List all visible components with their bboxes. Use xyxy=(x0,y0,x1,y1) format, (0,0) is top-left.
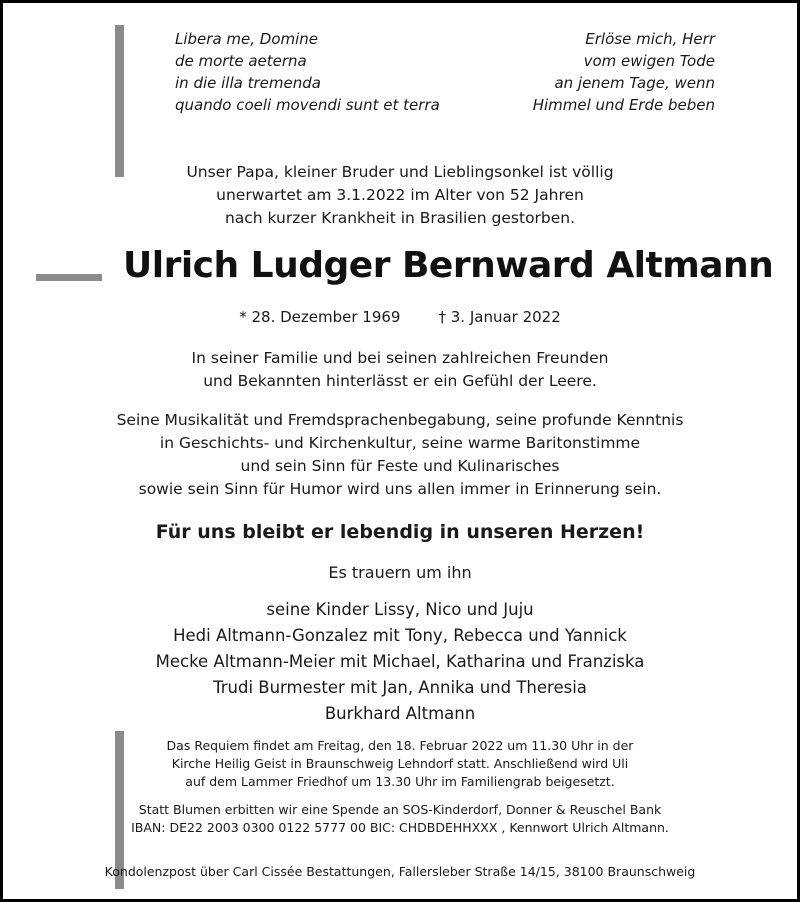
mourner-line: Burkhard Altmann xyxy=(324,704,476,723)
birth-date: * 28. Dezember 1969 xyxy=(239,308,401,326)
german-line: Himmel und Erde beben xyxy=(532,96,715,114)
donation-line: Statt Blumen erbitten wir eine Spende an SOS-Kinderdorf, Donner & Reuschel Bank xyxy=(138,802,662,817)
mourner-line: Mecke Altmann-Meier mit Michael, Katharina und Franziska xyxy=(155,652,645,671)
latin-line: quando coeli movendi sunt et terra xyxy=(175,96,440,114)
mourner-line: Trudi Burmester mit Jan, Annika und Theresia xyxy=(213,678,587,697)
event-line: Kirche Heilig Geist in Braunschweig Lehndorf statt. Anschließend wird Uli xyxy=(171,756,629,771)
mourners-list xyxy=(3,597,797,727)
name-horizontal-bar xyxy=(36,274,102,281)
life-dates xyxy=(3,307,797,327)
mourner-line: Hedi Altmann-Gonzalez mit Tony, Rebecca und Yannick xyxy=(173,626,627,645)
requiem-info xyxy=(3,737,797,791)
intro-line: Unser Papa, kleiner Bruder und Lieblingsonkel ist völlig xyxy=(186,163,614,181)
german-line: vom ewigen Tode xyxy=(583,52,715,70)
german-line: Erlöse mich, Herr xyxy=(585,30,715,48)
paragraph-line: In seiner Familie und bei seinen zahlreichen Freunden xyxy=(191,349,609,367)
german-verse xyxy=(533,28,715,116)
mourner-line: seine Kinder Lissy, Nico und Juju xyxy=(266,600,534,619)
donation-line: IBAN: DE22 2003 0300 0122 5777 00 BIC: CHDBDEHHXXX , Kennwort Ulrich Altmann. xyxy=(131,820,669,835)
top-left-vertical-bar xyxy=(115,25,124,177)
mourning-heading: Es trauern um ihn xyxy=(328,563,472,582)
paragraph-line: sowie sein Sinn für Humor wird uns allen immer in Erinnerung sein. xyxy=(138,480,662,498)
motto: Für uns bleibt er lebendig in unseren Herzen! xyxy=(155,521,645,543)
intro-text xyxy=(3,161,797,230)
death-date: † 3. Januar 2022 xyxy=(438,308,561,326)
paragraph-line: und sein Sinn für Feste und Kulinarisches xyxy=(240,457,560,475)
paragraph-line: und Bekannten hinterlässt er ein Gefühl der Leere. xyxy=(203,372,597,390)
latin-verse xyxy=(175,28,440,116)
event-line: auf dem Lammer Friedhof um 13.30 Uhr im Familiengrab beigesetzt. xyxy=(185,774,615,789)
latin-line: de morte aeterna xyxy=(175,52,307,70)
family-paragraph xyxy=(3,347,797,393)
latin-line: in die illa tremenda xyxy=(175,74,321,92)
event-line: Das Requiem findet am Freitag, den 18. Februar 2022 um 11.30 Uhr in der xyxy=(166,738,634,753)
paragraph-line: Seine Musikalität und Fremdsprachenbegabung, seine profunde Kenntnis xyxy=(116,411,684,429)
intro-line: unerwartet am 3.1.2022 im Alter von 52 Jahren xyxy=(216,186,584,204)
condolence-address: Kondolenzpost über Carl Cissée Bestattungen, Fallersleber Straße 14/15, 38100 Braunschweig xyxy=(104,864,696,879)
german-line: an jenem Tage, wenn xyxy=(554,74,715,92)
donation-info xyxy=(3,801,797,837)
latin-line: Libera me, Domine xyxy=(175,30,319,48)
paragraph-line: in Geschichts- und Kirchenkultur, seine warme Baritonstimme xyxy=(159,434,641,452)
intro-line: nach kurzer Krankheit in Brasilien gestorben. xyxy=(224,209,576,227)
deceased-name: Ulrich Ludger Bernward Altmann xyxy=(123,245,774,286)
tribute-paragraph xyxy=(3,409,797,501)
